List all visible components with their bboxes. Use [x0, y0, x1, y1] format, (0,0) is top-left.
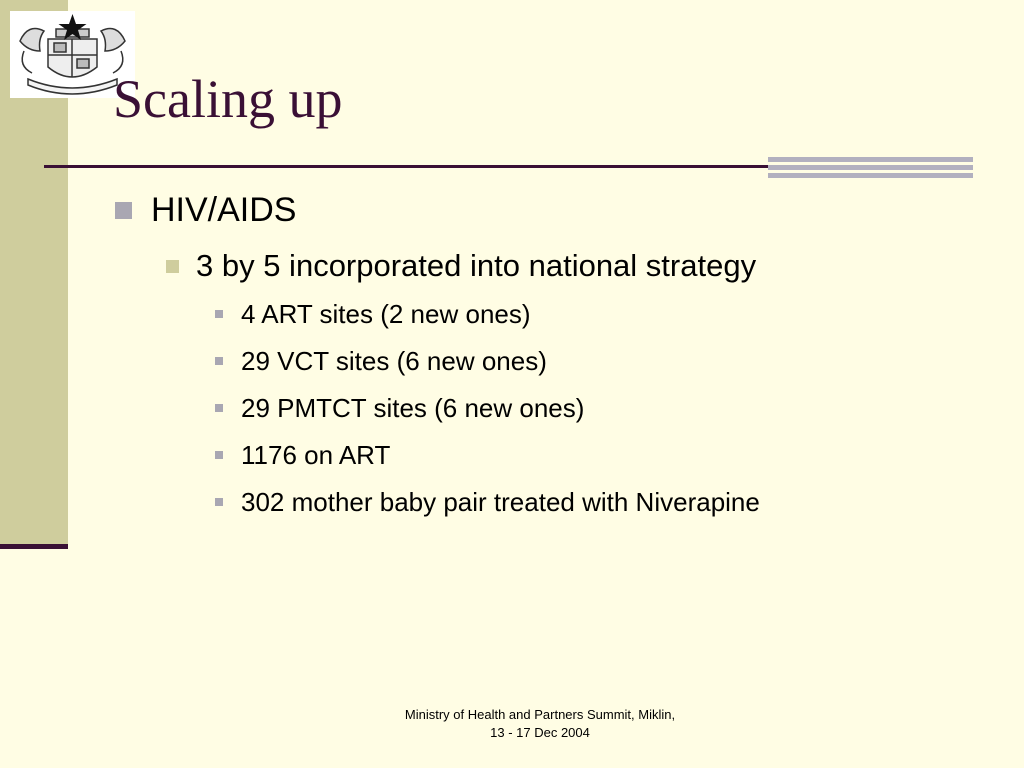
- bullet-text: 3 by 5 incorporated into national strategy: [196, 248, 757, 283]
- left-accent-bar-foot: [0, 544, 68, 549]
- bullet-level-2: [166, 246, 756, 286]
- bullet-text: 29 VCT sites (6 new ones): [241, 345, 547, 376]
- bullet-text: 1176 on ART: [241, 439, 391, 470]
- square-bullet-icon: [215, 498, 223, 506]
- bullet-text: 302 mother baby pair treated with Niverapine: [241, 486, 760, 517]
- title-divider-accent: [768, 157, 973, 179]
- bullet-text: 4 ART sites (2 new ones): [241, 298, 531, 329]
- bullet-level-3: [215, 438, 390, 472]
- bullet-level-1: [115, 188, 296, 232]
- footer-line-1: Ministry of Health and Partners Summit, Miklin,: [404, 707, 676, 722]
- square-bullet-icon: [115, 202, 132, 219]
- bullet-level-3: [215, 344, 547, 378]
- square-bullet-icon: [215, 310, 223, 318]
- square-bullet-icon: [215, 357, 223, 365]
- slide-footer: [340, 706, 740, 742]
- square-bullet-icon: [166, 260, 179, 273]
- square-bullet-icon: [215, 451, 223, 459]
- bullet-level-3: [215, 485, 760, 519]
- bullet-text: 29 PMTCT sites (6 new ones): [241, 392, 585, 423]
- slide-title: Scaling up: [113, 69, 343, 129]
- footer-line-2: 13 - 17 Dec 2004: [490, 725, 590, 740]
- bullet-level-3: [215, 391, 584, 425]
- bullet-level-3: [215, 297, 531, 331]
- bullet-text: HIV/AIDS: [151, 190, 297, 229]
- square-bullet-icon: [215, 404, 223, 412]
